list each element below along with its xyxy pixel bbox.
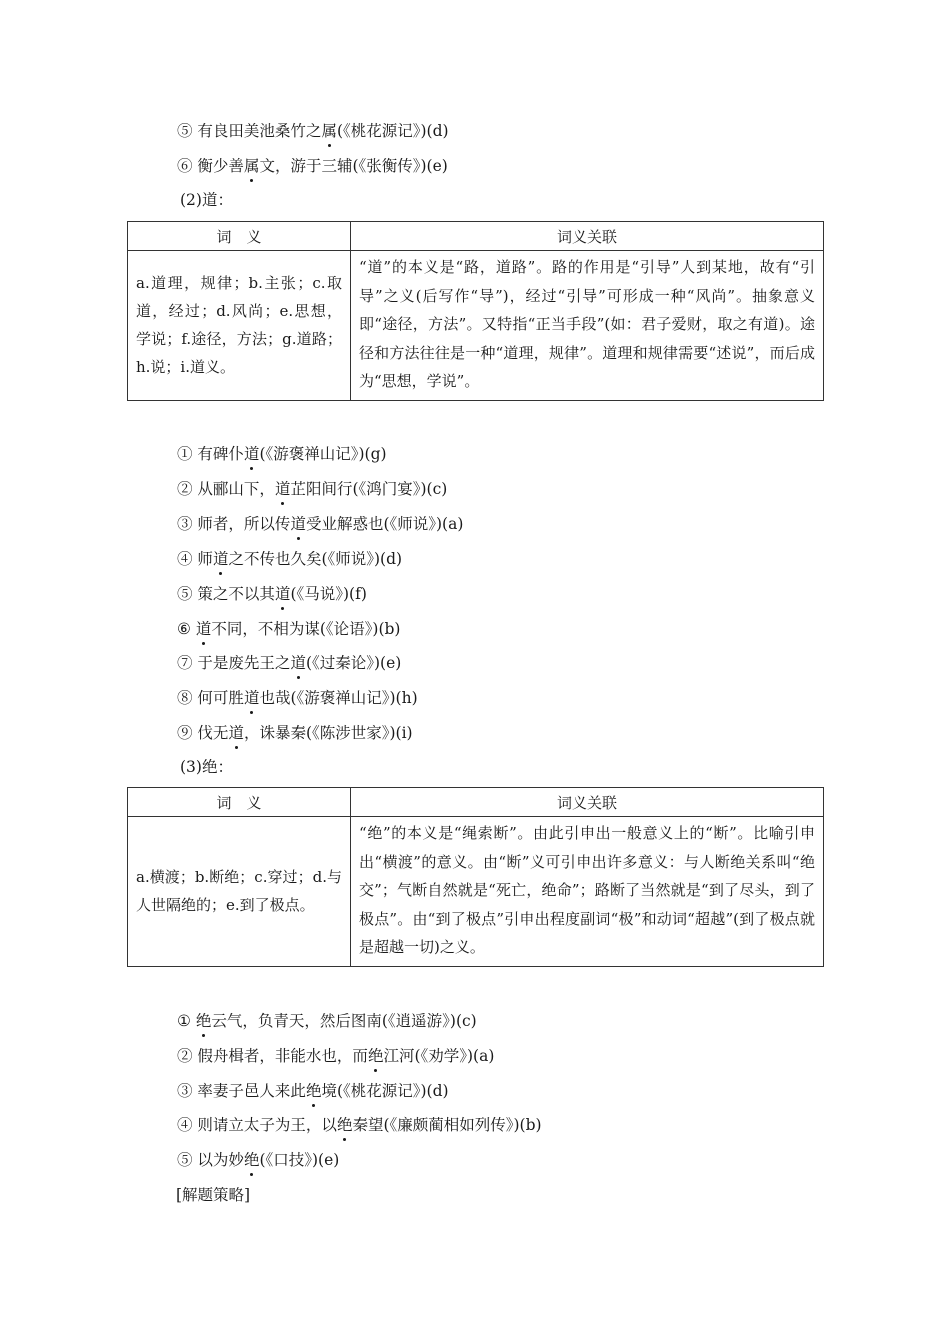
word-meaning-table [127, 787, 824, 967]
section-heading: (2)道： [180, 191, 233, 209]
emphasized-char: 属 [243, 157, 260, 175]
table-header-meaning: 词 义 [128, 222, 351, 251]
example-line: ⑦ 于是废先王之道(《过秦论》)(e) [177, 654, 402, 672]
section-heading: (3)绝： [180, 758, 233, 776]
table-header-meaning: 词 义 [128, 788, 351, 817]
emphasized-char: 道 [195, 620, 212, 638]
example-line: ⑥ 衡少善属文，游于三辅(《张衡传》)(e) [177, 157, 448, 175]
word-meaning-table [127, 221, 824, 401]
relation-cell: “绝”的本义是“绳索断”。由此引申出一般意义上的“断”。比喻引申出“横渡”的意义。由“断”义可引申出许多意义：与人断绝关系叫“绝交”；气断自然就是“死亡，绝命”；路断了当然就是“到了尽头，到了极点”。由“到了极点”引申出程度副词“极”和动词“超越”(到了极点就是超越一切)之义。 [351, 817, 824, 967]
emphasized-char: 属 [321, 122, 337, 140]
example-line: ④ 则请立太子为王，以绝秦望(《廉颇蔺相如列传》)(b) [177, 1116, 542, 1134]
example-line: ③ 率妻子邑人来此绝境(《桃花源记》)(d) [177, 1082, 449, 1100]
example-line: ⑤ 策之不以其道(《马说》)(f) [177, 585, 367, 603]
emphasized-char: 绝 [336, 1116, 353, 1134]
example-line: ① 有碑仆道(《游褒禅山记》)(g) [177, 445, 387, 463]
emphasized-char: 道 [212, 550, 229, 568]
relation-cell: “道”的本义是“路，道路”。路的作用是“引导”人到某地，故有“引导”之义(后写作“导”)，经过“引导”可形成一种“风尚”。抽象意义即“途径，方法”。又特指“正当手段”(如：君子爱财，取之有道)。途径和方法往往是一种“道理，规律”。道理和规律需要“述说”，而后成为“思想，学说”。 [351, 251, 824, 401]
emphasized-char: 道 [274, 585, 291, 603]
example-line: ④ 师道之不传也久矣(《师说》)(d) [177, 550, 403, 568]
example-line: ⑥ 道不同，不相为谋(《论语》)(b) [177, 620, 401, 638]
emphasized-char: 绝 [367, 1047, 384, 1065]
example-line: ① 绝云气，负青天，然后图南(《逍遥游》)(c) [177, 1012, 477, 1030]
emphasized-char: 绝 [195, 1012, 212, 1030]
example-line: ⑤ 有良田美池桑竹之属(《桃花源记》)(d) [177, 122, 449, 140]
emphasized-char: 绝 [305, 1082, 322, 1100]
emphasized-char: 绝 [243, 1151, 260, 1169]
example-line: ⑤ 以为妙绝(《口技》)(e) [177, 1151, 340, 1169]
meaning-cell: a.道理，规律；b.主张；c.取道，经过；d.风尚；e.思想，学说；f.途径，方法；g.道路；h.说；i.道义。 [128, 251, 351, 401]
example-line: ⑨ 伐无道，诛暴秦(《陈涉世家》)(i) [177, 724, 413, 742]
emphasized-char: 道 [243, 445, 260, 463]
example-line: ② 从郦山下，道芷阳间行(《鸿门宴》)(c) [177, 480, 448, 498]
meaning-cell: a.横渡；b.断绝；c.穿过；d.与人世隔绝的；e.到了极点。 [128, 817, 351, 967]
table-header-relation: 词义关联 [351, 222, 824, 251]
example-line: ⑧ 何可胜道也哉(《游褒禅山记》)(h) [177, 689, 418, 707]
emphasized-char: 道 [228, 724, 244, 742]
emphasized-char: 道 [243, 689, 260, 707]
example-line: ② 假舟楫者，非能水也，而绝江河(《劝学》)(a) [177, 1047, 495, 1065]
table-header-relation: 词义关联 [351, 788, 824, 817]
emphasized-char: 道 [290, 515, 306, 533]
emphasized-char: 道 [290, 654, 306, 672]
emphasized-char: 道 [274, 480, 291, 498]
example-line: ③ 师者，所以传道受业解惑也(《师说》)(a) [177, 515, 464, 533]
strategy-heading: [解题策略] [176, 1186, 251, 1204]
